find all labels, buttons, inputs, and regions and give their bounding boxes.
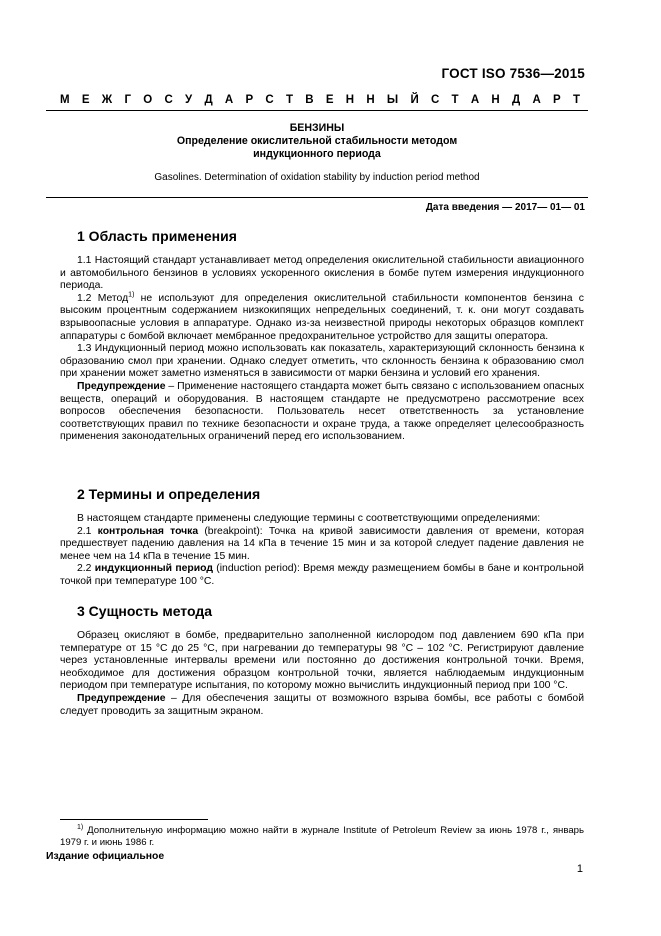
section-2-heading: 2 Термины и определения <box>77 486 261 502</box>
title-english: Gasolines. Determination of oxidation stability by induction period method <box>154 172 480 183</box>
page-number: 1 <box>576 863 583 875</box>
section-1-paragraph-2: 1.2 Метод$^{1)}$ не используют для определения окислительной стабильности компонентов бензина с высоким процентным содержанием низкокипящих непредельных соединений, т. к. они могут создавать взрывоопасные условия в аппаратуре. Однако из-за неизвестной природы некоторых образцов комплект аппаратуры с бомбой включает мембранное предохранительное устройство для защиты оператора. <box>60 291 585 342</box>
section-1-body <box>60 255 584 444</box>
introduction-date: Дата введения — 2017— 01— 01 <box>425 202 585 213</box>
footnote-divider <box>60 819 208 820</box>
section-3-body <box>60 630 584 718</box>
term-induction-period: 2.2 индукционный период (induction period): Время между размещением бомбы в бане и контрольной точкой при температуре 100 °С. <box>60 563 584 587</box>
term-induction-period-name: индукционный период <box>94 563 213 575</box>
interstate-standard-banner: М Е Ж Г О С У Д А Р С Т В Е Н Н Ы Й С Т А Н Д А Р Т <box>60 94 580 106</box>
warning-label: Предупреждение <box>77 380 166 392</box>
edition-label: Издание официальное <box>46 851 165 862</box>
standard-number: ГОСТ ISO 7536—2015 <box>441 66 585 81</box>
title-subtitle-line1: Определение окислительной стабильности методом <box>176 135 458 147</box>
title-main: БЕНЗИНЫ <box>289 122 345 134</box>
section-1-paragraph-1: 1.1 Настоящий стандарт устанавливает метод определения окислительной стабильности авиационного и автомобильного бензинов в условиях ускоренного окисления в бомбе путем измерения индукционного периода. <box>60 255 584 292</box>
section-1-warning: Предупреждение – Применение настоящего стандарта может быть связано с использованием опасных веществ, операций и оборудования. В настоящем стандарте не предусмотрено рассмотрение всех вопросов обеспечения безопасности. Пользователь несет ответственность за установление соответствующих правил по технике безопасности и охране труда, а также определяет целесообразность применения законодательных ограничений перед его использованием. <box>60 380 585 443</box>
footnote: $^{1)}$ Дополнительную информацию можно найти в журнале Institute of Petroleum Review за июнь 1978 г., январь 1979 г. и июнь 1986 г. <box>60 823 584 848</box>
section-3-warning: Предупреждение – Для обеспечения защиты от возможного взрыва бомбы, все работы с бомбой следует проводить за защитным экраном. <box>60 692 584 717</box>
title-subtitle-line2: индукционного периода <box>253 148 381 160</box>
warning-label: Предупреждение <box>77 692 166 704</box>
section-2-body <box>60 513 584 589</box>
footnote-mark: 1) <box>77 823 84 831</box>
section-3-heading: 3 Сущность метода <box>77 603 213 619</box>
term-breakpoint-name: контрольная точка <box>97 525 199 537</box>
title-divider <box>46 197 588 198</box>
section-3-paragraph-1: Образец окисляют в бомбе, предварительно заполненной кислородом под давлением 690 кПа при температуре от 15 °С до 25 °С, при нагревании до температуры 98 °С – 102 °С. Регистрируют давление через установленные интервалы времени или постоянно до достижения контрольной точки. Время, необходимое для достижения образцом контрольной точки, является наблюдаемым индукционным периодом при температуре испытания, по которому можно вычислить индукционный период при 100 °С. <box>60 630 584 692</box>
section-1-paragraph-3: 1.3 Индукционный период можно использовать как показатель, характеризующий склонность бензина к образованию смол при хранении. Однако следует отметить, что склонность бензина к образованию смол при хранении может заметно изменяться в зависимости от марки бензина и условий его хранения. <box>60 343 584 380</box>
term-breakpoint: 2.1 контрольная точка (breakpoint): Точка на кривой зависимости давления от времени, которая предшествует падению давления на 14 кПа в течение 15 мин и за которой следует падение давления не менее чем на 14 кПа в течение 15 мин. <box>60 525 584 562</box>
header-divider <box>46 110 588 111</box>
footnote-reference: 1) <box>128 291 135 299</box>
section-1-heading: 1 Область применения <box>77 228 237 244</box>
section-2-intro: В настоящем стандарте применены следующие термины с соответствующими определениями: <box>77 513 541 524</box>
title-block <box>46 122 588 161</box>
